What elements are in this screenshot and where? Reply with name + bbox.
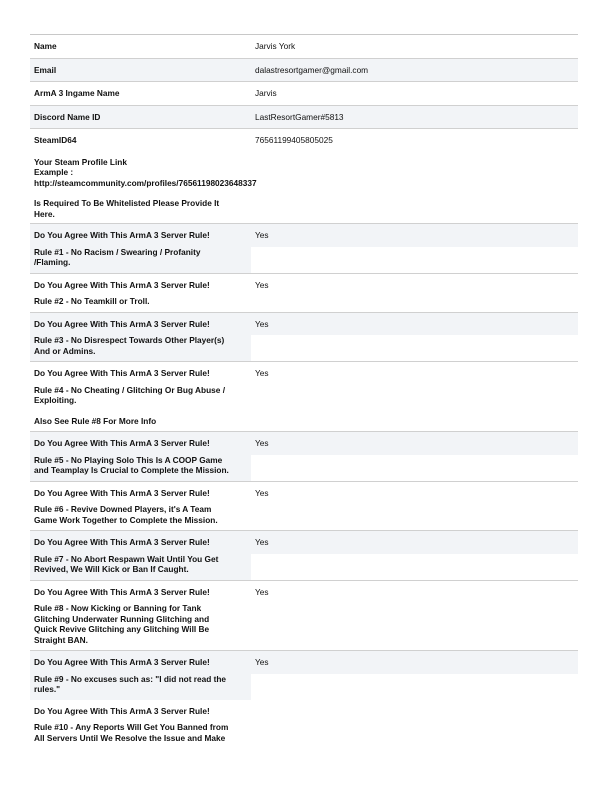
rule-8-question-row [30,580,578,603]
rule-8-answer: Yes [251,580,578,603]
rule-7-answer: Yes [251,531,578,554]
rule-10-text [30,722,251,748]
rule-2-question: Do You Agree With This ArmA 3 Server Rule! [30,273,251,296]
rule-6-question-row [30,481,578,504]
rule-10-line-1: Rule #10 - Any Reports Will Get You Banned from [34,722,229,732]
rule-2-text-row [30,296,578,312]
rule-4-question-row [30,362,578,385]
rule-9-text-row [30,674,578,700]
field-value-email: dalastresortgamer@gmail.com [251,58,578,82]
field-value-steamid: 76561199405805025 [251,129,578,152]
field-label-email: Email [30,58,251,82]
field-row-profile-link [30,152,578,220]
field-value-profile-link [251,152,578,220]
rule-2-text [30,296,251,312]
rule-5-text-row [30,455,578,482]
application-form-table [30,34,578,748]
rule-4-answer: Yes [251,362,578,385]
field-value-discord: LastResortGamer#5813 [251,105,578,129]
rule-7-question: Do You Agree With This ArmA 3 Server Rule! [30,531,251,554]
rule-6-question: Do You Agree With This ArmA 3 Server Rule! [30,481,251,504]
field-label-steamid: SteamID64 [30,129,251,152]
field-label-ingame-name: ArmA 3 Ingame Name [30,82,251,106]
rule-5-line-1: Rule #5 - No Playing Solo This Is A COOP Game [34,454,223,465]
rule-1-text [30,247,251,274]
rule-8-line-3: Quick Revive Glitching any Glitching Will Be [34,624,210,634]
rule-8-line-1: Rule #8 - Now Kicking or Banning for Tank [34,603,202,613]
rule-6-line-2: Game Work Together to Complete the Mission. [34,514,218,525]
rule-7-text [30,554,251,581]
rule-4-question: Do You Agree With This ArmA 3 Server Rule! [30,362,251,385]
rule-8-text [30,603,251,651]
rule-3-question: Do You Agree With This ArmA 3 Server Rule! [30,312,251,335]
field-value-ingame-name: Jarvis [251,82,578,106]
rule-8-line-2: Glitching Underwater Running Glitching and [34,613,210,624]
rule-10-answer [251,700,578,723]
profile-link-line-1: Your Steam Profile Link [34,156,127,167]
field-label-discord: Discord Name ID [30,105,251,129]
rule-7-text-row [30,554,578,581]
rule-4-line-1: Rule #4 - No Cheating / Glitching Or Bug Abuse / [34,384,225,395]
rule-7-line-2: Revived, We Will Kick or Ban If Caught. [34,564,189,574]
rule-10-question-row [30,700,578,723]
rule-1-answer: Yes [251,224,578,247]
rule-7-line-1: Rule #7 - No Abort Respawn Wait Until You Get [34,553,219,564]
rule-9-answer: Yes [251,651,578,674]
rule-3-text [30,335,251,362]
rule-5-question-row [30,432,578,455]
rule-2-answer: Yes [251,273,578,296]
field-row-ingame-name [30,82,578,106]
rule-3-text-row [30,335,578,362]
rule-6-text-row [30,504,578,531]
field-row-steamid [30,129,578,152]
rule-9-line-1: Rule #9 - No excuses such as: "I did not read the [34,673,227,684]
rule-2-question-row [30,273,578,296]
profile-link-line-5: Here. [34,208,55,219]
rule-1-question: Do You Agree With This ArmA 3 Server Rule! [30,224,251,247]
rule-4-text [30,385,251,432]
rule-9-text [30,674,251,700]
rule-5-question: Do You Agree With This ArmA 3 Server Rule! [30,432,251,455]
rule-6-line-1: Rule #6 - Revive Downed Players, it's A Team [34,504,212,514]
rule-10-line-2: All Servers Until We Resolve the Issue and Make [34,732,226,743]
rule-6-text [30,504,251,531]
field-row-discord [30,105,578,129]
rule-3-answer: Yes [251,312,578,335]
rule-4-line-2: Exploiting. [34,395,77,405]
rule-4-text-row [30,385,578,432]
rule-1-text-row [30,247,578,274]
rule-10-question: Do You Agree With This ArmA 3 Server Rule! [34,705,210,716]
profile-link-line-4: Is Required To Be Whitelisted Please Provide It [34,198,220,208]
field-row-name [30,35,578,59]
rule-8-text-row [30,603,578,651]
field-label-name: Name [30,35,251,59]
field-label-profile-link [30,152,257,220]
rule-6-answer: Yes [251,481,578,504]
rule-7-question-row [30,531,578,554]
rule-1-line-2: /Flaming. [34,257,71,267]
profile-link-line-2: Example : [34,167,74,177]
rule-2-line-1: Rule #2 - No Teamkill or Troll. [34,296,150,306]
rule-10-text-row [30,722,578,748]
rule-5-answer: Yes [251,432,578,455]
rule-9-question: Do You Agree With This ArmA 3 Server Rule! [30,651,251,674]
field-value-name: Jarvis York [251,35,578,59]
rule-8-line-4: Straight BAN. [34,634,88,645]
rule-3-line-1: Rule #3 - No Disrespect Towards Other Player(s) [34,335,225,345]
profile-link-line-3: http://steamcommunity.com/profiles/76561198023648337 [34,177,257,188]
rule-1-line-1: Rule #1 - No Racism / Swearing / Profanity [34,246,201,257]
rule-3-line-2: And or Admins. [34,345,96,356]
rule-4-note: Also See Rule #8 For More Info [34,415,157,426]
rule-1-question-row [30,224,578,247]
rule-9-question-row [30,651,578,674]
rule-8-question: Do You Agree With This ArmA 3 Server Rule! [30,580,251,603]
rule-5-line-2: and Teamplay Is Crucial to Complete the Mission. [34,465,229,475]
rule-9-line-2: rules." [34,684,61,694]
rule-5-text [30,455,251,482]
rule-3-question-row [30,312,578,335]
field-row-email [30,58,578,82]
